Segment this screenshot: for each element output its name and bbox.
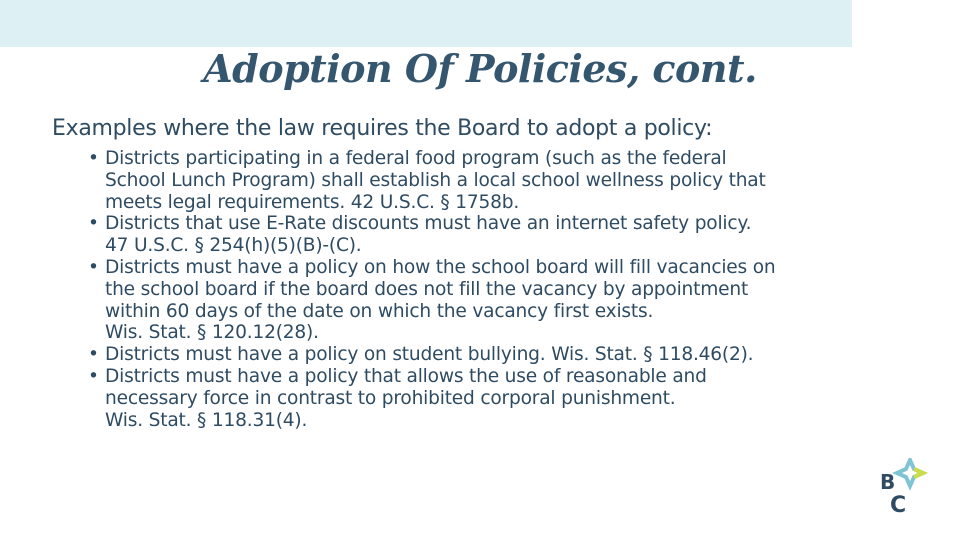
list-item-line: Wis. Stat. § 118.31(4).: [105, 409, 308, 431]
list-item-line: Districts must have a policy that allows the use of reasonable and: [105, 365, 707, 387]
bullet-list: [88, 148, 776, 431]
bc-logo: [878, 458, 928, 518]
list-item-line: necessary force in contrast to prohibited corporal punishment.: [105, 387, 676, 409]
bullet-icon: •: [88, 148, 99, 169]
list-item-line: Wis. Stat. § 120.12(28).: [105, 322, 319, 344]
bullet-icon: •: [88, 344, 99, 366]
bullet-icon: •: [88, 256, 99, 278]
intro-text: Examples where the law requires the Board to adopt a policy:: [52, 116, 713, 141]
list-item-line: Districts must have a policy on how the school board will fill vacancies on: [105, 256, 776, 278]
slide-title: Adoption Of Policies, cont.: [203, 46, 757, 91]
svg-text:C: C: [890, 493, 907, 518]
list-item-line: School Lunch Program) shall establish a local school wellness policy that: [105, 169, 766, 191]
list-item-line: Districts must have a policy on student bullying. Wis. Stat. § 118.46(2).: [105, 344, 754, 366]
list-item-line: Districts participating in a federal food program (such as the federal: [105, 148, 727, 169]
star-icon: [897, 460, 923, 486]
list-item: [88, 344, 776, 366]
bullet-icon: •: [88, 213, 99, 235]
list-item: [88, 257, 776, 344]
list-item: [88, 148, 776, 213]
header-banner: [0, 0, 852, 47]
list-item-line: within 60 days of the date on which the vacancy first exists.: [105, 300, 654, 322]
list-item-line: 47 U.S.C. § 254(h)(5)(B)-(C).: [105, 235, 362, 257]
svg-text:B: B: [880, 470, 896, 494]
list-item: [88, 213, 776, 257]
list-item: [88, 366, 776, 431]
list-item-line: the school board if the board does not fill the vacancy by appointment: [105, 278, 749, 300]
bullet-icon: •: [88, 365, 99, 387]
list-item-line: Districts that use E-Rate discounts must have an internet safety policy.: [105, 213, 752, 235]
list-item-line: meets legal requirements. 42 U.S.C. § 1758b.: [105, 191, 520, 213]
